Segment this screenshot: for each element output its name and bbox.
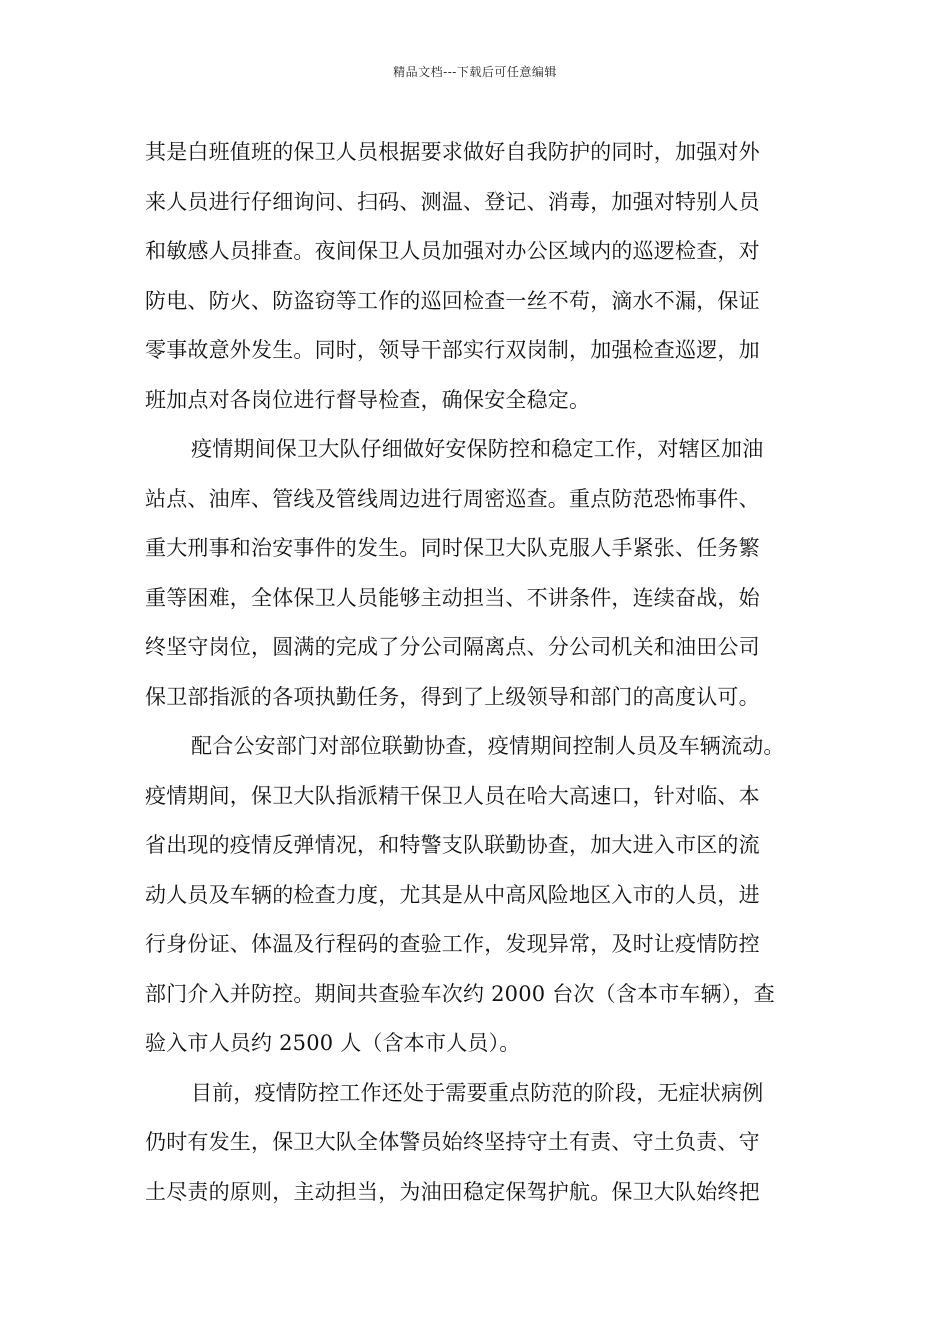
text-line: 仍时有发生，保卫大队全体警员始终坚持守土有责、守土负责、守 <box>145 1130 760 1154</box>
text-line: 土尽责的原则，主动担当，为油田稳定保驾护航。保卫大队始终把 <box>145 1179 760 1204</box>
document-body <box>145 128 805 1217</box>
text-line: 疫情期间，保卫大队指派精干保卫人员在哈大高速口，针对临、本 <box>145 783 760 808</box>
text-line: 重等困难，全体保卫人员能够主动担当、不讲条件，连续奋战，始 <box>145 585 760 610</box>
text-line: 省出现的疫情反弹情况，和特警支队联勤协查，加大进入市区的流 <box>145 833 760 857</box>
text-line: 重大刑事和治安事件的发生。同时保卫大队克服人手紧张、任务繁 <box>145 536 760 560</box>
text-line: 行身份证、体温及行程码的查验工作，发现异常，及时让疫情防控 <box>145 932 760 956</box>
text-line: 部门介入并防控。期间共查验车次约 2000 台次（含本市车辆），查 <box>145 981 775 1006</box>
text-line: 零事故意外发生。同时，领导干部实行双岗制，加强检查巡逻，加 <box>145 338 760 362</box>
text-line: 和敏感人员排查。夜间保卫人员加强对办公区域内的巡逻检查，对 <box>145 239 760 263</box>
text-line: 来人员进行仔细询问、扫码、测温、登记、消毒，加强对特别人员 <box>145 189 760 214</box>
text-line: 站点、油库、管线及管线周边进行周密巡查。重点防范恐怖事件、 <box>145 486 760 511</box>
paragraph-first-line: 配合公安部门对部位联勤协查，疫情期间控制人员及车辆流动。 <box>191 734 785 758</box>
text-line: 班加点对各岗位进行督导检查，确保安全稳定。 <box>145 387 591 412</box>
page-header: 精品文档---下载后可任意编辑 <box>393 65 557 79</box>
text-line: 动人员及车辆的检查力度，尤其是从中高风险地区入市的人员，进 <box>145 882 760 907</box>
text-line: 终坚守岗位，圆满的完成了分公司隔离点、分公司机关和油田公司 <box>145 635 760 659</box>
text-line: 其是白班值班的保卫人员根据要求做好自我防护的同时，加强对外 <box>145 140 760 164</box>
text-line: 保卫部指派的各项执勤任务，得到了上级领导和部门的高度认可。 <box>145 684 760 709</box>
paragraph-first-line: 目前，疫情防控工作还处于需要重点防范的阶段，无症状病例 <box>191 1080 764 1105</box>
paragraph-first-line: 疫情期间保卫大队仔细做好安保防控和稳定工作，对辖区加油 <box>191 437 764 461</box>
text-line: 验入市人员约 2500 人（含本市人员）。 <box>145 1031 521 1055</box>
text-line: 防电、防火、防盗窃等工作的巡回检查一丝不苟，滴水不漏，保证 <box>145 288 760 313</box>
